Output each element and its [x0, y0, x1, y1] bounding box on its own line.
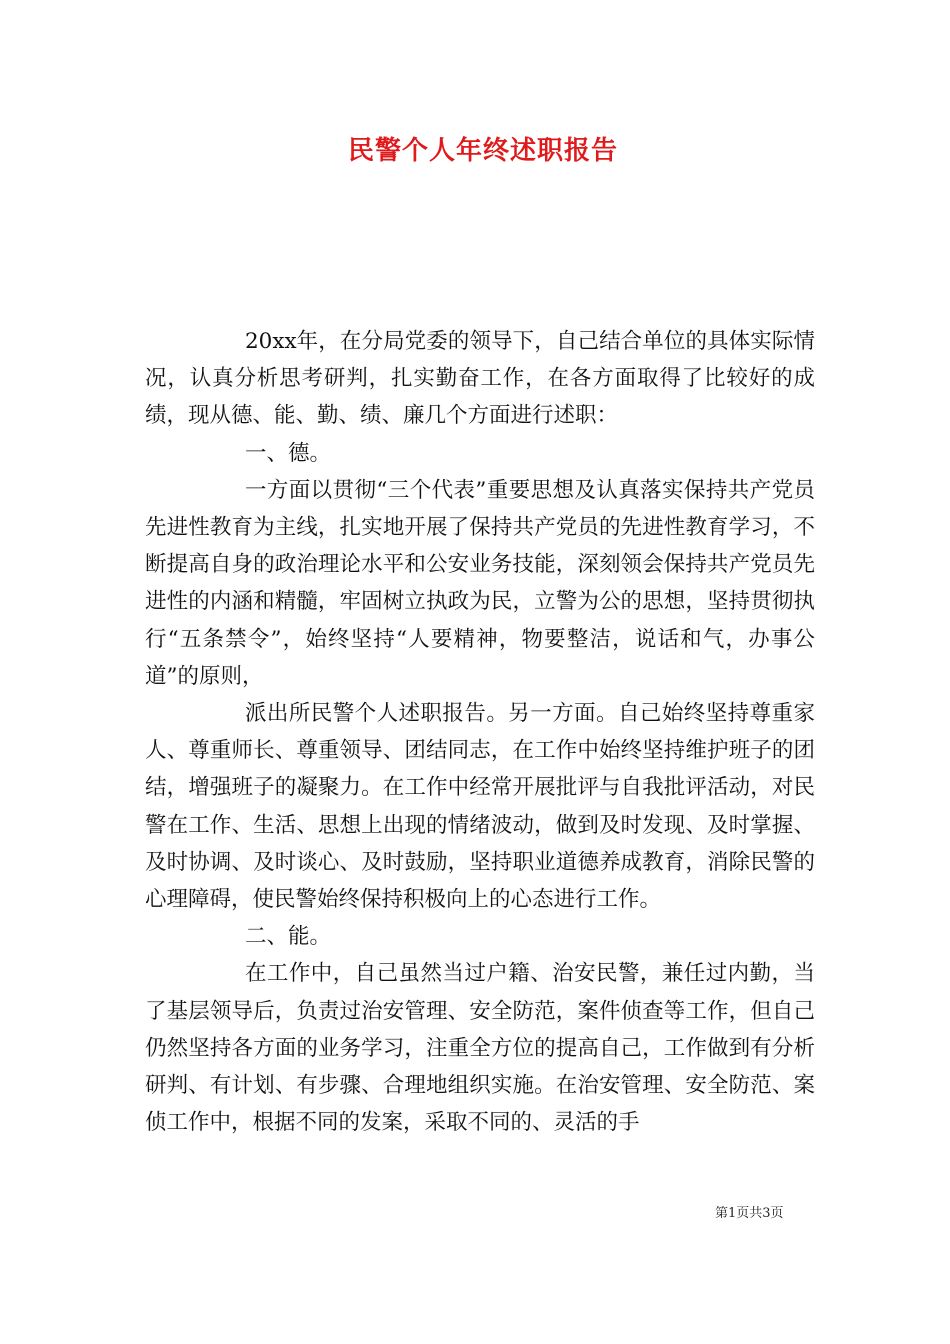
document-title: 民警个人年终述职报告 — [347, 136, 618, 166]
paragraph-neng-1: 在工作中，自己虽然当过户籍、治安民警，兼任过内勤，当了基层领导后，负责过治安管理、安全防范，案件侦查等工作，但自己仍然坚持各方面的业务学习，注重全方位的提高自己，工作做到有分析研判、有计划、有步骤、合理地组织实施。在治安管理、安全防范、案侦工作中，根据不同的发案，采取不同的、灵活的手 — [145, 961, 815, 1136]
paragraph-de-2: 派出所民警个人述职报告。另一方面。自己始终坚持尊重家人、尊重师长、尊重领导、团结同志，在工作中始终坚持维护班子的团结，增强班子的凝聚力。在工作中经常开展批评与自我批评活动，对民警在工作、生活、思想上出现的情绪波动，做到及时发现、及时掌握、及时协调、及时谈心、及时鼓励，坚持职业道德养成教育，消除民警的心理障碍，使民警始终保持积极向上的心态进行工作。 — [145, 701, 815, 913]
section-heading-neng: 二、能。 — [244, 924, 331, 950]
paragraph-intro: 20xx年，在分局党委的领导下，自己结合单位的具体实际情况，认真分析思考研判，扎实勤奋工作，在各方面取得了比较好的成绩，现从德、能、勤、绩、廉几个方面进行述职： — [145, 329, 815, 429]
page-number-label: 第1页共3页 — [715, 1206, 784, 1221]
section-heading-de: 一、德。 — [244, 440, 331, 466]
paragraph-de-1: 一方面以贯彻“三个代表”重要思想及认真落实保持共产党员先进性教育为主线，扎实地开展了保持共产党员的先进性教育学习，不断提高自身的政治理论水平和公安业务技能，深刻领会保持共产党员先进性的内涵和精髓，牢固树立执政为民，立警为公的思想，坚持贯彻执行“五条禁令”，始终坚持“人要精神，物要整洁，说话和气，办事公道”的原则， — [145, 477, 815, 689]
page-number — [715, 1205, 835, 1223]
document-body — [145, 323, 815, 1141]
